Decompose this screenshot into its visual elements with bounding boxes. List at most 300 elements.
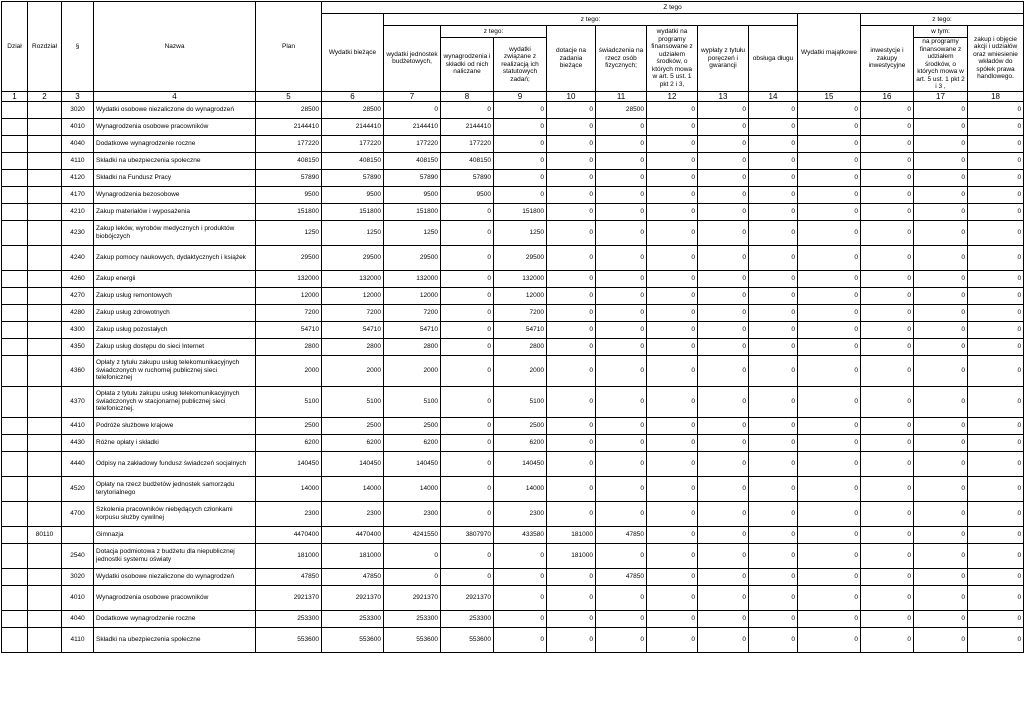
cell-nazwa: Składki na ubezpieczenia społeczne <box>94 627 256 652</box>
cell-value: 0 <box>861 169 914 186</box>
cell-value: 0 <box>547 338 596 355</box>
cell-value: 0 <box>547 476 596 501</box>
cell-value: 14000 <box>256 476 322 501</box>
cell-value: 181000 <box>256 543 322 568</box>
cell-value: 0 <box>441 101 494 118</box>
cell-paragraf: 4410 <box>62 417 94 434</box>
cell-value: 0 <box>968 417 1024 434</box>
cell-value: 0 <box>647 338 698 355</box>
table-row <box>2 585 1024 610</box>
cell-rozdzial <box>28 627 62 652</box>
cell-rozdzial <box>28 543 62 568</box>
cell-value: 29500 <box>322 245 384 270</box>
cell-value: 0 <box>494 568 547 585</box>
cell-value: 0 <box>968 355 1024 386</box>
cell-value: 0 <box>647 118 698 135</box>
cell-value: 177220 <box>256 135 322 152</box>
column-number: 2 <box>28 91 62 101</box>
cell-value: 0 <box>914 476 968 501</box>
cell-value: 0 <box>494 152 547 169</box>
cell-value: 47850 <box>596 568 647 585</box>
cell-value: 0 <box>861 451 914 476</box>
cell-value: 2921370 <box>322 585 384 610</box>
cell-value: 0 <box>647 627 698 652</box>
cell-value: 0 <box>596 610 647 627</box>
cell-value: 0 <box>441 355 494 386</box>
column-number: 11 <box>596 91 647 101</box>
cell-dzial <box>2 568 28 585</box>
cell-value: 0 <box>494 169 547 186</box>
cell-value: 0 <box>596 386 647 417</box>
cell-value: 0 <box>441 476 494 501</box>
cell-value: 2500 <box>256 417 322 434</box>
cell-value: 0 <box>547 186 596 203</box>
cell-dzial <box>2 417 28 434</box>
cell-value: 0 <box>914 152 968 169</box>
cell-value: 0 <box>968 451 1024 476</box>
cell-value: 0 <box>596 338 647 355</box>
cell-value: 0 <box>749 501 798 526</box>
cell-value: 0 <box>596 287 647 304</box>
cell-value: 0 <box>698 501 749 526</box>
cell-value: 54710 <box>322 321 384 338</box>
cell-value: 0 <box>647 245 698 270</box>
column-number: 10 <box>547 91 596 101</box>
cell-dzial <box>2 585 28 610</box>
cell-rozdzial <box>28 118 62 135</box>
cell-value: 47850 <box>256 568 322 585</box>
cell-value: 14000 <box>384 476 441 501</box>
cell-paragraf: 4370 <box>62 386 94 417</box>
col-dzial: Dział <box>2 2 28 92</box>
cell-value: 2921370 <box>256 585 322 610</box>
cell-value: 0 <box>596 417 647 434</box>
cell-value: 0 <box>861 338 914 355</box>
cell-value: 0 <box>861 101 914 118</box>
table-row <box>2 135 1024 152</box>
cell-rozdzial <box>28 355 62 386</box>
column-number: 15 <box>798 91 861 101</box>
cell-value: 47850 <box>596 526 647 543</box>
cell-value: 0 <box>914 287 968 304</box>
cell-value: 0 <box>698 568 749 585</box>
cell-paragraf: 4110 <box>62 152 94 169</box>
cell-nazwa: Wydatki osobowe niezaliczone do wynagrodzeń <box>94 101 256 118</box>
column-number: 8 <box>441 91 494 101</box>
cell-value: 0 <box>798 501 861 526</box>
cell-value: 0 <box>698 186 749 203</box>
cell-value: 9500 <box>384 186 441 203</box>
cell-value: 0 <box>914 270 968 287</box>
cell-value: 181000 <box>547 543 596 568</box>
cell-value: 0 <box>698 304 749 321</box>
cell-value: 0 <box>968 321 1024 338</box>
cell-value: 0 <box>647 101 698 118</box>
cell-value: 2800 <box>322 338 384 355</box>
cell-value: 29500 <box>384 245 441 270</box>
cell-value: 0 <box>596 220 647 245</box>
cell-value: 0 <box>968 526 1024 543</box>
cell-value: 253300 <box>441 610 494 627</box>
cell-value: 0 <box>547 610 596 627</box>
cell-value: 0 <box>968 287 1024 304</box>
cell-value: 0 <box>914 501 968 526</box>
cell-value: 553600 <box>322 627 384 652</box>
table-row <box>2 526 1024 543</box>
cell-value: 0 <box>441 386 494 417</box>
cell-value: 47850 <box>322 568 384 585</box>
cell-value: 0 <box>798 270 861 287</box>
column-number: 7 <box>384 91 441 101</box>
cell-value: 0 <box>647 476 698 501</box>
cell-value: 0 <box>547 417 596 434</box>
cell-value: 0 <box>749 152 798 169</box>
cell-value: 0 <box>749 526 798 543</box>
cell-value: 0 <box>861 321 914 338</box>
cell-value: 0 <box>798 355 861 386</box>
cell-value: 0 <box>547 169 596 186</box>
cell-value: 0 <box>547 501 596 526</box>
cell-dzial <box>2 270 28 287</box>
cell-nazwa: Zakup energii <box>94 270 256 287</box>
cell-value: 0 <box>647 152 698 169</box>
cell-dzial <box>2 476 28 501</box>
cell-value: 433580 <box>494 526 547 543</box>
col-programy-inw: na programy finansowane z udziałem środków, o których mowa w art. 5 ust. 1 pkt 2 i 3 , <box>914 38 968 92</box>
cell-value: 2800 <box>256 338 322 355</box>
cell-value: 0 <box>914 417 968 434</box>
cell-rozdzial <box>28 186 62 203</box>
cell-value: 0 <box>798 627 861 652</box>
cell-value: 0 <box>698 287 749 304</box>
cell-value: 132000 <box>384 270 441 287</box>
cell-value: 7200 <box>494 304 547 321</box>
cell-value: 0 <box>698 585 749 610</box>
cell-rozdzial <box>28 287 62 304</box>
table-row <box>2 321 1024 338</box>
cell-value: 6200 <box>322 434 384 451</box>
cell-value: 0 <box>914 220 968 245</box>
cell-nazwa: Zakup usług pozostałych <box>94 321 256 338</box>
cell-value: 0 <box>749 135 798 152</box>
cell-value: 0 <box>384 568 441 585</box>
cell-value: 9500 <box>322 186 384 203</box>
column-number: 13 <box>698 91 749 101</box>
cell-value: 0 <box>596 434 647 451</box>
cell-value: 408150 <box>384 152 441 169</box>
cell-value: 0 <box>798 118 861 135</box>
cell-rozdzial <box>28 434 62 451</box>
cell-value: 0 <box>647 386 698 417</box>
cell-value: 0 <box>441 304 494 321</box>
cell-value: 0 <box>914 169 968 186</box>
cell-value: 181000 <box>547 526 596 543</box>
cell-value: 0 <box>596 585 647 610</box>
column-number: 12 <box>647 91 698 101</box>
cell-value: 0 <box>914 304 968 321</box>
cell-dzial <box>2 186 28 203</box>
cell-value: 0 <box>647 543 698 568</box>
cell-value: 0 <box>914 526 968 543</box>
cell-value: 0 <box>441 220 494 245</box>
cell-value: 0 <box>647 220 698 245</box>
cell-nazwa: Dodatkowe wynagrodzenie roczne <box>94 135 256 152</box>
cell-value: 0 <box>596 118 647 135</box>
cell-paragraf: 4010 <box>62 585 94 610</box>
cell-value: 0 <box>861 152 914 169</box>
cell-value: 0 <box>798 476 861 501</box>
cell-value: 0 <box>861 417 914 434</box>
cell-value: 0 <box>647 451 698 476</box>
cell-value: 0 <box>968 476 1024 501</box>
cell-value: 0 <box>698 610 749 627</box>
cell-value: 0 <box>698 476 749 501</box>
cell-value: 0 <box>441 203 494 220</box>
cell-paragraf: 3020 <box>62 101 94 118</box>
table-row <box>2 287 1024 304</box>
cell-value: 28500 <box>256 101 322 118</box>
cell-value: 0 <box>698 101 749 118</box>
cell-value: 0 <box>749 585 798 610</box>
cell-value: 7200 <box>322 304 384 321</box>
cell-nazwa: Szkolenia pracowników niebędących członkami korpusu służby cywilnej <box>94 501 256 526</box>
cell-value: 6200 <box>256 434 322 451</box>
cell-rozdzial <box>28 417 62 434</box>
cell-value: 0 <box>749 270 798 287</box>
cell-value: 0 <box>698 338 749 355</box>
cell-rozdzial: 80110 <box>28 526 62 543</box>
table-row <box>2 501 1024 526</box>
cell-value: 0 <box>798 568 861 585</box>
cell-value: 0 <box>798 338 861 355</box>
cell-value: 2500 <box>494 417 547 434</box>
cell-rozdzial <box>28 304 62 321</box>
cell-value: 151800 <box>384 203 441 220</box>
cell-value: 57890 <box>441 169 494 186</box>
cell-value: 0 <box>698 152 749 169</box>
cell-value: 0 <box>914 118 968 135</box>
cell-paragraf: 2540 <box>62 543 94 568</box>
cell-value: 0 <box>798 101 861 118</box>
cell-value: 0 <box>861 476 914 501</box>
cell-value: 0 <box>494 118 547 135</box>
cell-value: 0 <box>698 355 749 386</box>
cell-rozdzial <box>28 338 62 355</box>
cell-value: 0 <box>647 186 698 203</box>
cell-value: 14000 <box>494 476 547 501</box>
cell-value: 0 <box>596 355 647 386</box>
cell-value: 0 <box>914 386 968 417</box>
cell-value: 0 <box>596 321 647 338</box>
budget-table <box>1 1 1024 653</box>
cell-value: 553600 <box>441 627 494 652</box>
cell-value: 0 <box>749 434 798 451</box>
col-z-tego-majatkowe: z tego: <box>861 14 1024 26</box>
table-row <box>2 417 1024 434</box>
cell-value: 0 <box>798 526 861 543</box>
cell-value: 132000 <box>322 270 384 287</box>
cell-value: 0 <box>698 417 749 434</box>
cell-paragraf: 4170 <box>62 186 94 203</box>
cell-value: 2000 <box>256 355 322 386</box>
cell-value: 0 <box>798 287 861 304</box>
cell-nazwa: Opłata z tytułu zakupu usług telekomunikacyjnych świadczonych w stacjonarnej publicznej sieci telefonicznej. <box>94 386 256 417</box>
cell-value: 57890 <box>384 169 441 186</box>
cell-value: 0 <box>698 245 749 270</box>
cell-value: 6200 <box>494 434 547 451</box>
cell-value: 0 <box>494 585 547 610</box>
cell-paragraf: 4040 <box>62 135 94 152</box>
cell-value: 0 <box>547 585 596 610</box>
col-programy: wydatki na programy finansowane z udziałem środków, o których mowa w art. 5 ust. 1 pkt 2 i 3, <box>647 26 698 92</box>
cell-value: 0 <box>547 321 596 338</box>
cell-value: 0 <box>494 101 547 118</box>
column-number: 4 <box>94 91 256 101</box>
cell-value: 0 <box>861 355 914 386</box>
cell-value: 253300 <box>256 610 322 627</box>
cell-value: 0 <box>647 585 698 610</box>
cell-value: 28500 <box>596 101 647 118</box>
cell-value: 0 <box>494 135 547 152</box>
table-body <box>2 101 1024 652</box>
cell-value: 0 <box>861 304 914 321</box>
cell-value: 0 <box>698 434 749 451</box>
cell-dzial <box>2 501 28 526</box>
cell-value: 0 <box>547 451 596 476</box>
cell-value: 0 <box>596 627 647 652</box>
cell-value: 0 <box>441 451 494 476</box>
cell-nazwa: Dodatkowe wynagrodzenie roczne <box>94 610 256 627</box>
cell-value: 408150 <box>441 152 494 169</box>
cell-value: 1250 <box>256 220 322 245</box>
table-row <box>2 101 1024 118</box>
cell-value: 2300 <box>322 501 384 526</box>
cell-value: 0 <box>596 270 647 287</box>
cell-value: 9500 <box>441 186 494 203</box>
cell-nazwa: Opłaty na rzecz budżetów jednostek samorządu terytorialnego <box>94 476 256 501</box>
cell-value: 6200 <box>384 434 441 451</box>
cell-value: 0 <box>647 203 698 220</box>
cell-value: 12000 <box>494 287 547 304</box>
table-row <box>2 355 1024 386</box>
cell-value: 0 <box>384 101 441 118</box>
cell-value: 0 <box>441 287 494 304</box>
cell-nazwa: Zakup materiałów i wyposażenia <box>94 203 256 220</box>
table-row <box>2 627 1024 652</box>
cell-value: 0 <box>968 245 1024 270</box>
cell-value: 0 <box>647 501 698 526</box>
cell-value: 2144410 <box>384 118 441 135</box>
cell-paragraf: 3020 <box>62 568 94 585</box>
col-wydatki-jednostek: wydatki jednostek budżetowych, <box>384 26 441 92</box>
column-number: 6 <box>322 91 384 101</box>
cell-value: 151800 <box>256 203 322 220</box>
cell-value: 0 <box>968 386 1024 417</box>
cell-value: 177220 <box>441 135 494 152</box>
cell-value: 140450 <box>494 451 547 476</box>
cell-nazwa: Wynagrodzenia osobowe pracowników <box>94 118 256 135</box>
cell-rozdzial <box>28 386 62 417</box>
cell-value: 0 <box>749 169 798 186</box>
cell-nazwa: Zakup leków, wyrobów medycznych i produktów biobójczych <box>94 220 256 245</box>
cell-value: 0 <box>647 526 698 543</box>
col-rozdzial: Rozdział <box>28 2 62 92</box>
cell-value: 0 <box>596 245 647 270</box>
cell-dzial <box>2 338 28 355</box>
cell-value: 0 <box>798 304 861 321</box>
col-z-tego-jednostek: z tego: <box>441 26 547 38</box>
cell-value: 0 <box>861 287 914 304</box>
cell-nazwa: Opłaty z tytułu zakupu usług telekomunikacyjnych świadczonych w ruchomej publicznej sieci telefonicznej <box>94 355 256 386</box>
table-row <box>2 610 1024 627</box>
cell-value: 408150 <box>322 152 384 169</box>
cell-value: 0 <box>914 203 968 220</box>
cell-value: 7200 <box>384 304 441 321</box>
cell-value: 0 <box>861 245 914 270</box>
cell-value: 553600 <box>384 627 441 652</box>
table-row <box>2 434 1024 451</box>
cell-value: 0 <box>749 610 798 627</box>
col-z-tego-biezace: z tego: <box>384 14 798 26</box>
cell-value: 0 <box>441 501 494 526</box>
cell-value: 140450 <box>256 451 322 476</box>
col-z-tego: Z tego <box>322 2 1024 14</box>
cell-value: 0 <box>749 245 798 270</box>
cell-value: 0 <box>596 203 647 220</box>
cell-nazwa: Zakup usług zdrowotnych <box>94 304 256 321</box>
cell-value: 0 <box>749 386 798 417</box>
cell-paragraf: 4350 <box>62 338 94 355</box>
cell-dzial <box>2 169 28 186</box>
cell-value: 0 <box>698 526 749 543</box>
cell-value: 0 <box>968 270 1024 287</box>
cell-dzial <box>2 118 28 135</box>
cell-rozdzial <box>28 476 62 501</box>
cell-value: 54710 <box>494 321 547 338</box>
table-row <box>2 568 1024 585</box>
table-row <box>2 386 1024 417</box>
cell-nazwa: Zakup usług dostępu do sieci Internet <box>94 338 256 355</box>
cell-value: 0 <box>596 476 647 501</box>
table-row <box>2 451 1024 476</box>
cell-rozdzial <box>28 135 62 152</box>
cell-value: 0 <box>968 627 1024 652</box>
cell-value: 0 <box>647 304 698 321</box>
cell-rozdzial <box>28 585 62 610</box>
cell-value: 3807970 <box>441 526 494 543</box>
cell-paragraf: 4260 <box>62 270 94 287</box>
cell-rozdzial <box>28 101 62 118</box>
cell-value: 0 <box>914 135 968 152</box>
column-number: 9 <box>494 91 547 101</box>
cell-value: 177220 <box>322 135 384 152</box>
cell-value: 0 <box>494 610 547 627</box>
cell-value: 54710 <box>384 321 441 338</box>
cell-value: 0 <box>968 568 1024 585</box>
cell-value: 12000 <box>256 287 322 304</box>
cell-value: 57890 <box>322 169 384 186</box>
cell-rozdzial <box>28 245 62 270</box>
cell-value: 0 <box>749 186 798 203</box>
cell-value: 7200 <box>256 304 322 321</box>
cell-paragraf: 4230 <box>62 220 94 245</box>
cell-value: 57890 <box>256 169 322 186</box>
cell-value: 0 <box>749 338 798 355</box>
cell-dzial <box>2 245 28 270</box>
cell-dzial <box>2 203 28 220</box>
cell-value: 151800 <box>494 203 547 220</box>
cell-value: 0 <box>647 135 698 152</box>
